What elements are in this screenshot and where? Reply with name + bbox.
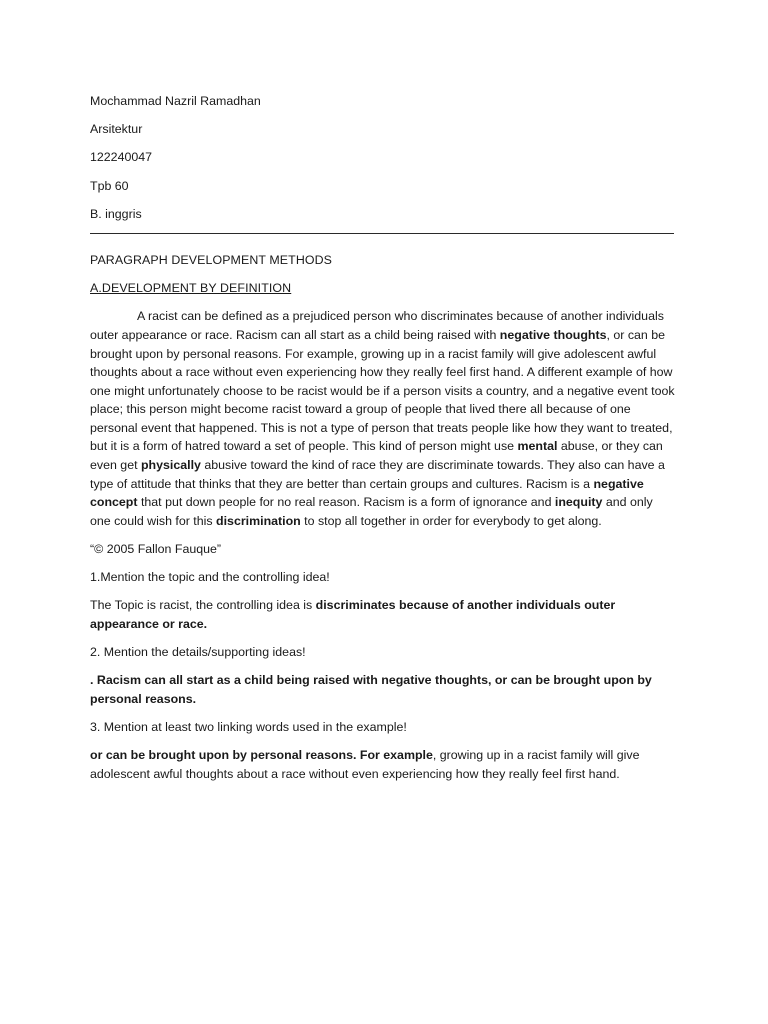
answer-3-rest: , growing up in a racist family will give adolescent awful thoughts about a race without even experiencing how they really feel first hand. xyxy=(90,748,640,781)
paragraph-text: to stop all together in order for everybody to get along. xyxy=(300,513,602,528)
horizontal-divider xyxy=(90,233,674,234)
answer-1-controlling-idea: discriminates because of another individuals outer appearance or race. xyxy=(90,598,616,631)
question-2: 2. Mention the details/supporting ideas! xyxy=(90,645,306,660)
paragraph-emphasis: discrimination xyxy=(216,513,301,528)
paragraph-text: abusive toward the kind of race they are discriminate towards. They also can have a type of attitude that thinks that they are better than certain groups and cultures. Racism is a xyxy=(90,458,665,491)
question-3: 3. Mention at least two linking words used in the example! xyxy=(90,720,407,735)
paragraph-text: abuse, or they can even get xyxy=(90,439,663,473)
author-name: Mochammad Nazril Ramadhan xyxy=(90,94,261,108)
definition-paragraph xyxy=(90,307,676,530)
answer-3-linking-words: or can be brought upon by personal reasons. For example xyxy=(90,748,433,763)
document-page xyxy=(90,92,676,793)
paragraph-emphasis: negative concept xyxy=(90,476,644,510)
paragraph-emphasis: mental xyxy=(517,439,558,454)
author-class: Tpb 60 xyxy=(90,178,129,193)
paragraph-text: and only one could wish for this xyxy=(90,495,653,528)
paragraph-text: , or can be brought upon by personal reasons. For example, growing up in a racist family will give adolescent awful thoughts about a race without even experiencing how they really feel first hand. A different example of how one might unfortunately choose to be racist would be if a person visits a country, and a negative event took place; this person might become racist toward a group of people that lived there all because of one personal event that happened. This is not a type of person that treats people like how they want to treated, but it is a form of hatred toward a set of people. This kind of person might use xyxy=(90,327,675,454)
citation: “© 2005 Fallon Fauque” xyxy=(90,542,222,557)
answer-2: . Racism can all start as a child being raised with negative thoughts, or can be brought upon by personal reasons. xyxy=(90,673,652,706)
document-title: PARAGRAPH DEVELOPMENT METHODS xyxy=(90,252,333,267)
author-student-id: 122240047 xyxy=(90,150,153,165)
author-major: Arsitektur xyxy=(90,122,143,137)
paragraph-emphasis: physically xyxy=(140,458,201,473)
paragraph-text: A racist can be defined as a prejudiced person who discriminates because of another individuals outer appearance or race. Racism can all start as a child being raised with xyxy=(90,309,664,342)
paragraph-text: that put down people for no real reason. Racism is a form of ignorance and xyxy=(137,495,555,510)
answer-3 xyxy=(90,746,676,783)
question-1: 1.Mention the topic and the controlling idea! xyxy=(90,570,330,585)
section-heading: A.DEVELOPMENT BY DEFINITION xyxy=(90,281,292,296)
answer-1 xyxy=(90,596,676,633)
paragraph-emphasis: negative thoughts xyxy=(499,327,607,342)
author-subject: B. inggris xyxy=(90,206,142,221)
paragraph-emphasis: inequity xyxy=(554,495,603,510)
answer-1-prefix: The Topic is racist, the controlling idea is xyxy=(90,598,316,613)
